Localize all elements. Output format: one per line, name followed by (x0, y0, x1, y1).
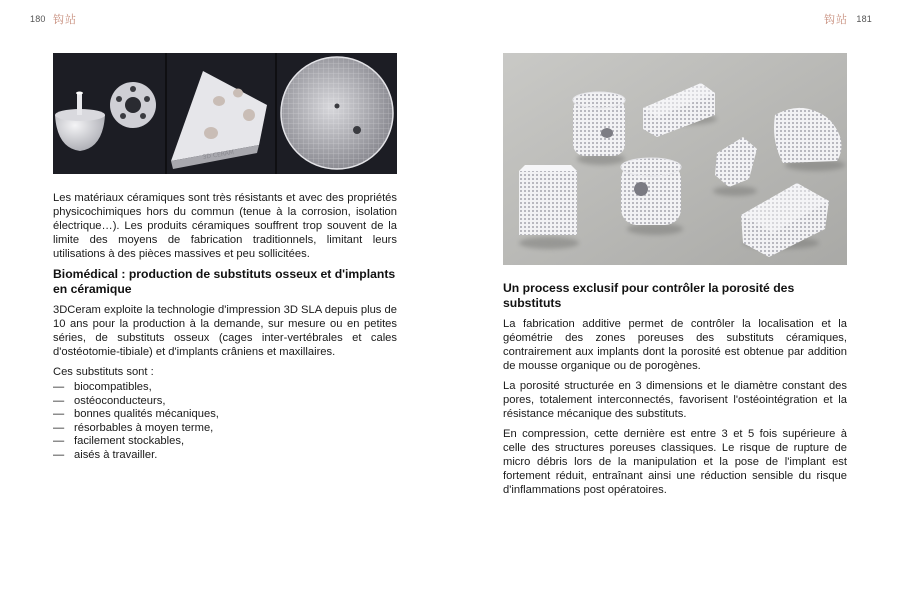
list-item: — biocompatibles, (53, 381, 397, 395)
body-paragraph: La fabrication additive permet de contrôler la localisation et la géométrie des zones poreuses des substituts céramiques, contrairement aux implants dont la porosité est obtenue par addition de mousse organique ou de porogènes. (503, 318, 847, 372)
ceramic-parts-photo (53, 53, 397, 174)
list-item: — ostéoconducteurs, (53, 395, 397, 409)
porous-substitutes-photo (503, 53, 847, 265)
list-item: — bonnes qualités mécaniques, (53, 408, 397, 422)
page-number-right: 181 (856, 14, 872, 24)
body-paragraph: En compression, cette dernière est entre 3 et 5 fois supérieure à celle des structures poreuses classiques. Le risque de rupture de micro débris lors de la manipulation et la pose de l'implant est fortement réduit, entraînant ainsi une réduction sensible du risque d'inflammations post opératoires. (503, 428, 847, 496)
biomedical-heading: Biomédical : production de substituts osseux et d'implants en céramique (53, 267, 396, 296)
page-number-left: 180 (30, 14, 46, 24)
ceramic-parts-illustration (53, 53, 397, 174)
porous-substitutes-illustration (503, 53, 847, 265)
list-intro: Ces substituts sont : (53, 366, 154, 378)
header-glyphs-left: 钩站 (53, 14, 77, 26)
right-page (450, 0, 900, 600)
left-text-column (53, 191, 397, 463)
part-engraving: 3D CERAM (202, 149, 235, 161)
porosity-heading: Un process exclusif pour contrôler la porosité des substituts (503, 281, 795, 310)
header-glyphs-right: 钩站 (824, 14, 848, 26)
list-item: — résorbables à moyen terme, (53, 422, 397, 436)
list-item: — facilement stockables, (53, 435, 397, 449)
list-item: — aisés à travailler. (53, 449, 397, 463)
body-paragraph: La porosité structurée en 3 dimensions et le diamètre constant des pores, totalement interconnectés, favorisent l'ostéointégration et la résistance mécanique des substituts. (503, 380, 847, 420)
right-text-column (503, 281, 847, 503)
intro-paragraph: Les matériaux céramiques sont très résistants et avec des propriétés physicochimiques hors du commun (tenue à la corrosion, isolation électrique…). Les produits céramiques souffrent trop souvent de la limite des moyens de fabrication traditionnels, limitant leurs utilisations à des pièces massives et peu sollicitées. (53, 192, 397, 260)
body-paragraph: 3DCeram exploite la technologie d'impression 3D SLA depuis plus de 10 ans pour la production à la demande, sur mesure ou en petites séries, de substituts osseux (cages inter-vertébrales et cales d'ostéotomie-tibiale) et d'implants crâniens et maxillaires. (53, 304, 397, 358)
properties-list (53, 381, 397, 463)
